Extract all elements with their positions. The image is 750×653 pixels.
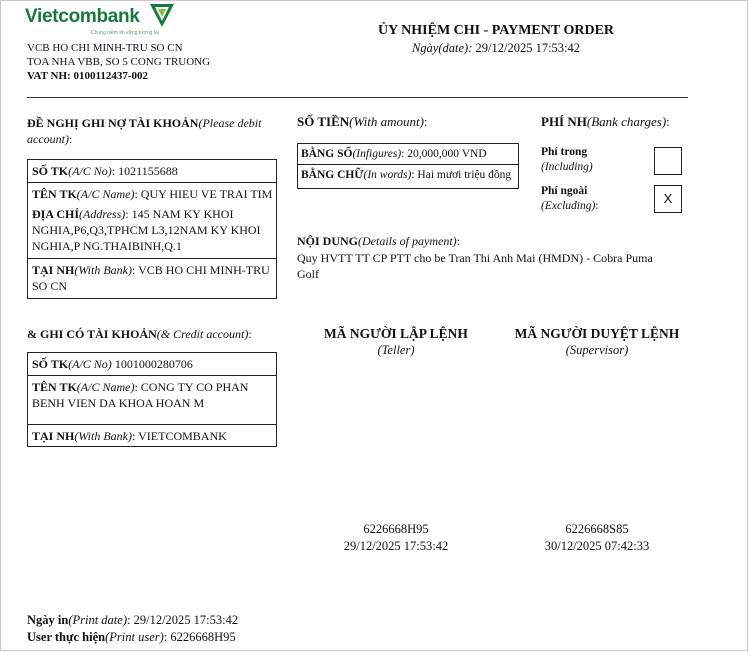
logo-tagline: Chung niềm tin vững tương lai xyxy=(91,30,159,36)
debit-section-title xyxy=(27,115,277,147)
supervisor-timestamp: 30/12/2025 07:42:33 xyxy=(544,539,650,553)
amount-words-italic: (In words) xyxy=(363,169,412,181)
credit-title-bold: & GHI CÓ TÀI KHOẢN xyxy=(27,327,157,341)
amount-figures: 20,000,000 VND xyxy=(407,148,487,160)
credit-account-label: SỐ TK xyxy=(32,357,69,371)
charge-excluding-name: Phí ngoài xyxy=(541,185,588,197)
credit-account-box xyxy=(27,352,277,447)
debit-title-suffix: : xyxy=(68,132,73,146)
charges-section-title xyxy=(541,114,670,130)
debit-bank-label: TẠI NH xyxy=(32,263,75,277)
vat-number xyxy=(27,70,148,83)
debit-name-line: TÊN TK(A/C Name): QUY HIEU VE TRAI TIM xyxy=(32,187,273,201)
debit-address-label: ĐỊA CHỈ xyxy=(32,207,80,221)
debit-account-number: 1021155688 xyxy=(118,164,178,178)
debit-bank-row: TẠI NH(With Bank): VCB HO CHI MINH-TRU SO CN xyxy=(32,263,270,293)
print-date-colon: : xyxy=(127,613,131,627)
print-date-line xyxy=(27,612,238,629)
credit-name-row: TÊN TK(A/C Name): CONG TY CO PHAN BENH VIEN DA KHOA HOAN M xyxy=(28,376,276,425)
print-user-line xyxy=(27,629,238,646)
debit-title-italic: (Please debit account) xyxy=(27,116,262,146)
credit-account-name: CONG TY CO PHAN BENH VIEN DA KHOA HOAN M xyxy=(32,380,249,410)
debit-address: 145 NAM KY KHOI NGHIA,P6,Q3,TPHCM L3,12NAM KY KHOI NGHIA,P NG.THAIBINH,Q.1 xyxy=(32,207,261,253)
credit-bank-row: TẠI NH(With Bank): VIETCOMBANK xyxy=(32,429,227,443)
amount-figures-italic: (Infigures) xyxy=(352,148,402,160)
charge-including-checkbox xyxy=(654,147,682,175)
logo-wordmark: Vietcombank xyxy=(25,6,140,27)
charge-excluding-colon: : xyxy=(595,200,599,212)
amount-figures-row: BẰNG SỐ(Infigures): 20,000,000 VND xyxy=(298,144,518,165)
credit-bank-italic: (With Bank) xyxy=(74,429,132,443)
debit-bank-italic: (With Bank) xyxy=(74,263,132,277)
date-label: Ngày(date): xyxy=(411,41,473,55)
branch-address: TOA NHA VBB, SO 5 CONG TRUONG xyxy=(27,56,211,68)
print-date-value: 29/12/2025 17:53:42 xyxy=(133,613,239,627)
teller-title: MÃ NGƯỜI LẬP LỆNH xyxy=(324,326,468,341)
supervisor-code: 6226668S85 xyxy=(565,522,629,536)
print-user-label: User thực hiện xyxy=(27,630,106,644)
amount-words-label: BẰNG CHỮ xyxy=(301,169,364,181)
debit-account-italic: (A/C No) xyxy=(68,164,112,178)
charge-excluding-checkbox: X xyxy=(654,185,682,213)
debit-account-label: SỐ TK xyxy=(32,164,69,178)
credit-account-number: 1001000280706 xyxy=(114,357,193,371)
print-date-italic: (Print date) xyxy=(68,613,127,627)
supervisor-signature xyxy=(509,521,685,555)
credit-bank-label: TẠI NH xyxy=(32,429,75,443)
teller-block xyxy=(311,326,481,358)
vietcombank-logo xyxy=(25,3,185,43)
supervisor-block xyxy=(509,326,685,358)
page-title: ỦY NHIỆM CHI - PAYMENT ORDER xyxy=(377,23,615,38)
debit-details-row xyxy=(28,183,276,259)
print-user-value: 6226668H95 xyxy=(170,630,236,644)
date-value: 29/12/2025 17:53:42 xyxy=(475,41,581,55)
print-date-label: Ngày in xyxy=(27,613,69,627)
debit-title-bold: ĐỀ NGHỊ GHI NỢ TÀI KHOẢN xyxy=(27,116,199,130)
credit-title-italic: (& Credit account) xyxy=(156,327,249,341)
credit-section-title xyxy=(27,326,277,342)
credit-bank: VIETCOMBANK xyxy=(138,429,227,443)
payment-details-text: Quy HVTT TT CP PTT cho be Tran Thi Anh Mai (HMDN) - Cobra Puma Golf xyxy=(297,251,653,281)
header-block xyxy=(301,23,691,56)
charges-title-suffix: : xyxy=(666,114,670,129)
debit-account-name: QUY HIEU VE TRAI TIM xyxy=(140,187,273,201)
charge-including-name: Phí trong xyxy=(541,146,588,158)
debit-address-line: ĐỊA CHỈ(Address): 145 NAM KY KHOI NGHIA,P6,Q3,TPHCM L3,12NAM KY KHOI NGHIA,P NG.THAIBINH,Q.1 xyxy=(32,207,261,253)
teller-signature xyxy=(311,521,481,555)
charge-including-italic: (Including) xyxy=(541,161,593,173)
print-info xyxy=(27,612,238,646)
details-title-bold: NỘI DUNG xyxy=(297,234,359,248)
vat-label: VAT NH: xyxy=(27,70,71,82)
amount-title-suffix: : xyxy=(423,114,428,129)
amount-section-title xyxy=(297,114,428,130)
charges-title-italic: (Bank charges) xyxy=(586,114,667,129)
print-user-italic: (Print user) xyxy=(105,630,164,644)
amount-title-bold: SỐ TIỀN xyxy=(297,114,350,129)
debit-bank: VCB HO CHI MINH-TRU SO CN xyxy=(32,263,270,293)
credit-name-italic: (A/C Name) xyxy=(76,380,135,394)
header-divider xyxy=(27,97,688,98)
debit-account-box xyxy=(27,159,277,299)
charge-including-label xyxy=(541,145,593,175)
debit-name-italic: (A/C Name) xyxy=(76,187,135,201)
details-section-title xyxy=(297,233,460,249)
credit-name-label: TÊN TK xyxy=(32,380,77,394)
teller-subtitle: (Teller) xyxy=(377,343,415,357)
document-date xyxy=(301,41,691,56)
amount-title-italic: (With amount) xyxy=(349,114,424,129)
teller-code: 6226668H95 xyxy=(363,522,429,536)
credit-account-italic: (A/C No) xyxy=(68,357,112,371)
logo-leaf-icon xyxy=(149,3,175,29)
amount-words: Hai mươi triệu đồng xyxy=(417,169,512,181)
branch-name: VCB HO CHI MINH-TRU SO CN xyxy=(27,42,183,54)
details-title-italic: (Details of payment) xyxy=(358,234,457,248)
amount-words-row: BẰNG CHỮ(In words): Hai mươi triệu đồng xyxy=(301,169,512,181)
debit-address-italic: (Address) xyxy=(79,207,126,221)
charges-title-bold: PHÍ NH xyxy=(541,114,587,129)
supervisor-subtitle: (Supervisor) xyxy=(565,343,629,357)
details-title-suffix: : xyxy=(456,234,461,248)
debit-account-row: SỐ TK(A/C No): 1021155688 xyxy=(28,160,276,183)
amount-box xyxy=(297,143,519,189)
print-user-colon: : xyxy=(163,630,168,644)
debit-name-label: TÊN TK xyxy=(32,187,77,201)
teller-timestamp: 29/12/2025 17:53:42 xyxy=(343,539,449,553)
credit-title-suffix: : xyxy=(248,327,252,341)
amount-figures-label: BẰNG SỐ xyxy=(301,148,353,160)
supervisor-title: MÃ NGƯỜI DUYỆT LỆNH xyxy=(514,326,680,341)
charge-excluding-italic: (Excluding) xyxy=(541,200,596,212)
credit-account-row xyxy=(28,353,276,376)
vat-value: 0100112437-002 xyxy=(73,70,149,82)
charge-excluding-label xyxy=(541,184,599,214)
